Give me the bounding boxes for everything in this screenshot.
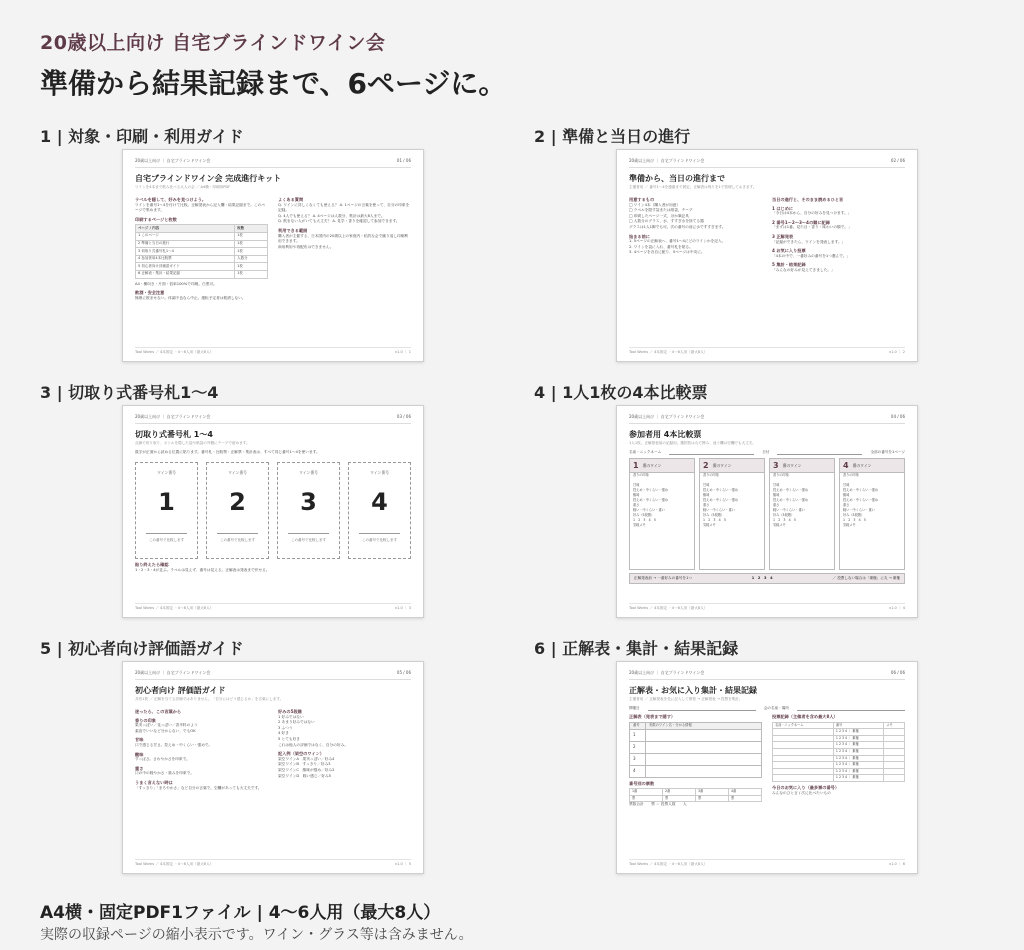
page-4-thumbnail <box>616 405 918 618</box>
row-options: 控えめ・中くらい・強め <box>633 498 669 502</box>
row-label: 重さ <box>773 503 780 507</box>
page-title: 準備から、当日の進行まで <box>629 174 725 183</box>
page-brand: 20歳以上向け ｜ 自宅ブラインドワイン会 <box>135 414 211 419</box>
scale-item: 4 好き <box>278 731 289 736</box>
term-heading: 酸味 <box>135 751 144 757</box>
wine-number: 1 <box>633 461 639 470</box>
row-label: 気軽メモ <box>703 523 716 527</box>
page-subtitle: 点線で切り取り、ボトルを隠した袋や紙袋の外側にテープで留めます。 <box>135 441 250 445</box>
wine-label: 番のワイン <box>642 462 662 468</box>
table-header: 名前・ニックネーム <box>773 722 834 729</box>
page-subtitle: ワインを4本まで飲み比べる大人の会 ／ A4横・印刷用PDF <box>135 185 231 189</box>
paragraph: ワインを番号1〜4を付けて比較。正解発表から記入欄・結果記録まで。このページで集めます。 <box>135 202 265 213</box>
checklist-item: □ 印刷したページ一式、ほか筆記具 <box>629 213 689 218</box>
page-6-thumbnail <box>616 661 918 874</box>
heading: 今日のお気に入り（最多票の番号） <box>772 784 840 790</box>
term-text: 素直でいいなど分からない、でもOK <box>135 728 196 733</box>
page-brand: 20歳以上向け ｜ 自宅ブラインドワイン会 <box>135 670 211 675</box>
vote-unit: 票 <box>696 795 729 802</box>
page-number: 04 / 06 <box>890 414 905 419</box>
page-number: 02 / 06 <box>890 158 905 163</box>
page-subtitle: 1人1枚。正解発表前の記録用。選択肢は丸で囲み、迷う欄は空欄でも大丈夫。 <box>629 441 756 445</box>
heading: よくある質問 <box>278 197 304 202</box>
row-label: 好み（5段階） <box>703 513 725 517</box>
term-text: 果実っぽい／花っぽい／香辛料のよう <box>135 723 198 728</box>
row-label: 甘味 <box>633 483 640 487</box>
field-label: 開催日 <box>629 706 640 710</box>
page-number: 01 / 06 <box>396 158 411 163</box>
heading: 始まる前に <box>629 233 650 239</box>
heading: ラベルを隠して、好みを見つけよう。 <box>135 197 207 202</box>
term-text: すっぱさ。さわやかさを印象で。 <box>135 757 190 762</box>
paragraph: 1・2・3・4が並ぶ。ラベルは見えず、番号は見える。正解表は発表まで伏せる。 <box>135 567 270 572</box>
paragraph: グラスは1人1脚でも可。次の番号の前に水ですすぎます。 <box>629 224 726 229</box>
row-options: 控えめ・中くらい・強め <box>633 488 669 492</box>
paragraph: みんなのひと言 / 次に比べたいもの <box>772 790 831 795</box>
abstain-note: ／ 投票しない場合は「棄権」に丸 → 棄権 <box>832 576 900 580</box>
term-heading: 香りの印象 <box>135 717 156 723</box>
heading: 飲酒・安全注意 <box>135 290 165 296</box>
example-name: 架空ワインA <box>278 756 299 761</box>
section-4 <box>534 380 954 610</box>
paragraph: これは他人の評価ではなく、自分の好み。 <box>278 742 349 747</box>
table-cell: 2 準備と当日の進行 <box>136 240 235 248</box>
row-label: 気軽メモ <box>633 523 646 527</box>
table-cell: 1枚 <box>235 232 268 240</box>
heading: 好みの5段階 <box>278 709 302 714</box>
table-cell: 1枚 <box>235 240 268 248</box>
field-label: 日付 <box>762 450 770 454</box>
page-footer-right: v1.0 ｜ 6 <box>888 862 905 866</box>
step-heading: 3 正解発表 <box>772 233 794 239</box>
row-options: 控えめ・中くらい・強め <box>773 488 809 492</box>
heading: 迷ったら、この言葉から <box>135 709 182 714</box>
heading: 投票記録（主催者を含め最大8人） <box>772 714 838 719</box>
section-4-caption: 4 | 1人1枚の4本比較票 <box>534 383 708 402</box>
row-label: 重さ <box>703 503 710 507</box>
scale-item: 5 とても好き <box>278 736 300 741</box>
heading: 貼り終えたら確認 <box>135 561 169 567</box>
step-heading: 4 お気に入り投票 <box>772 248 806 254</box>
row-label: 気軽メモ <box>843 523 856 527</box>
table-cell: 5 初心者向け評価語ガイド <box>136 263 235 271</box>
example-note: 軽い感じ／好み5 <box>302 773 332 778</box>
page-headline: 準備から結果記録まで、6ページに。 <box>40 67 507 100</box>
heading: うまく言えない時は <box>135 779 173 785</box>
row-options: 控えめ・中くらい・強め <box>703 488 739 492</box>
example-name: 架空ワインC <box>278 767 299 772</box>
step-heading: 2 番号1〜2〜3〜4の順に記録 <box>772 219 830 225</box>
row-label: 酸味 <box>633 493 640 497</box>
section-2-caption: 2 | 準備と当日の進行 <box>534 127 691 146</box>
step-text: 「まずは1番。見た目・香り・味わいの順で。」 <box>772 225 852 230</box>
card-note: この番号で比較します <box>220 537 255 542</box>
row-options: 軽い・中くらい・重い <box>703 508 735 512</box>
vote-options[interactable]: 1 2 3 4 ｜ 棄権 <box>833 775 883 782</box>
paragraph: Q. 飲まない人がいても大丈夫？ A. 見学・香りを確認して参加できます。 <box>278 219 400 224</box>
page-footer-left: Tool Works ／ 4本固定 ・4〜6人用（最大8人） <box>135 862 214 866</box>
vote-options[interactable]: 1 2 3 4 ｜ 棄権 <box>833 735 883 742</box>
page-3-thumbnail <box>122 405 424 618</box>
table-cell: 1枚 <box>235 248 268 256</box>
section-6-caption: 6 | 正解表・集計・結果記録 <box>534 639 739 658</box>
card-label: ワイン番号 <box>228 469 247 475</box>
field-label: 名前・ニックネーム <box>629 450 662 454</box>
page-number: 03 / 06 <box>396 414 411 419</box>
checklist-item: □ ラベルを隠す袋または紙袋、テープ <box>629 208 693 213</box>
field-label: 全部の番号を1ページ <box>870 450 906 454</box>
scale-item: 2 あまり好みではない <box>278 720 315 725</box>
heading: 番号別の票数 <box>629 780 655 786</box>
row-options: 軽い・中くらい・重い <box>773 508 805 512</box>
page-footer-right: v1.0 ｜ 4 <box>888 606 905 610</box>
row-label: 好み（5段階） <box>773 513 795 517</box>
row-label: 気軽メモ <box>773 523 786 527</box>
answer-table <box>629 722 762 778</box>
term-text: 口の中の軽やかさ・重みを印象で。 <box>135 771 194 776</box>
page-subtitle: 主催者用 ／ 番号1〜4を連番まで固定。正解者は残りを1で管理しておきます。 <box>629 185 757 189</box>
row-label: 酸味 <box>773 493 780 497</box>
page-brand: 20歳以上向け ｜ 自宅ブラインドワイン会 <box>629 670 705 675</box>
row-options: 控えめ・中くらい・強め <box>773 498 809 502</box>
answer-cell[interactable] <box>646 753 762 765</box>
vote-number: 2番 <box>663 789 696 796</box>
page-footer-left: Tool Works ／ 4本固定 ・4〜6人用（最大8人） <box>629 350 708 354</box>
vote-options[interactable]: 1 2 3 4 ｜ 棄権 <box>833 748 883 755</box>
eyebrow-text: 20歳以上向け 自宅ブラインドワイン会 <box>40 32 386 54</box>
paragraph: 1. 5ページの正解表へ、番号1〜4にどのワインかを記入。 <box>629 239 726 244</box>
table-cell: 1 このページ <box>136 232 235 240</box>
checklist-item: □ ワイン4本（購入者が用意） <box>629 202 681 207</box>
section-3-caption: 3 | 切取り式番号札1〜4 <box>40 383 219 402</box>
page-2-thumbnail <box>616 149 918 362</box>
card-note: この番号で比較します <box>362 537 397 542</box>
wine-number: 2 <box>703 461 709 470</box>
page-number: 05 / 06 <box>396 670 411 675</box>
table-cell: ページ / 内容 <box>136 225 235 233</box>
page-brand: 20歳以上向け ｜ 自宅ブラインドワイン会 <box>135 158 211 163</box>
page-title: 自宅ブラインドワイン会 完成進行キット <box>135 174 282 183</box>
heading: 記入例（架空のワイン） <box>278 751 324 757</box>
row-label: 好み（5段階） <box>633 513 655 517</box>
intro-text: 数字が正面から読める位置に貼ります。番号札・比較票・正解票・集計表は、すべて同じ番号1〜4を使います。 <box>135 450 320 454</box>
wine-column-4 <box>839 458 905 570</box>
step-text: 「今日は4本から、自分の好みを見つけます。」 <box>772 211 852 216</box>
section-6 <box>534 636 954 866</box>
wine-column-3 <box>769 458 835 570</box>
term-text: 口で感じる甘さ。控えめ・中くらい・強めで。 <box>135 742 213 747</box>
date-field[interactable] <box>777 450 862 455</box>
vote-count-table <box>629 788 762 802</box>
vote-label: 正解発表前 → 一番好みの番号を1つ <box>634 576 692 580</box>
table-cell: 4 参加者用4本比較票 <box>136 255 235 263</box>
scale-item: 3 ふつう <box>278 725 293 730</box>
wine-label: 番のワイン <box>852 462 872 468</box>
row-options: 控えめ・中くらい・強め <box>703 498 739 502</box>
vote-unit: 票 <box>729 795 762 802</box>
row-options: 軽い・中くらい・重い <box>633 508 665 512</box>
example-row <box>278 774 411 780</box>
answer-cell[interactable] <box>646 741 762 753</box>
row-label: 香りの印象 <box>703 473 719 477</box>
page-footer-right: v1.0 ｜ 5 <box>394 862 411 866</box>
page-footer-right: v1.0 ｜ 1 <box>394 350 411 354</box>
paragraph: Q. ワインに詳しくなくても使える？ A. 1ページの言葉を使って、自分の印象を記録。 <box>278 202 410 213</box>
row-options: 控えめ・中くらい・強め <box>843 488 879 492</box>
vote-options[interactable]: 1 2 3 4 ｜ 棄権 <box>833 768 883 775</box>
table-header: メモ <box>884 722 905 729</box>
page-subtitle: 主催者用 ／ 正解発表を先に記入して保管 → 正解発表 → 投票を集計。 <box>629 697 743 701</box>
format-summary: A4横・固定PDF1ファイル | 4〜6人用（最大8人） <box>40 903 441 923</box>
table-cell: 枚数 <box>235 225 268 233</box>
table-header: 実際のワイン名・分かる情報 <box>646 722 762 729</box>
card-label: ワイン番号 <box>299 469 318 475</box>
vote-unit: 票 <box>663 795 696 802</box>
page-footer-left: Tool Works ／ 4本固定 ・4〜6人用（最大8人） <box>135 606 214 610</box>
heading: 利用できる範囲 <box>278 227 308 233</box>
page-footer-right: v1.0 ｜ 2 <box>888 350 905 354</box>
wine-column-2 <box>699 458 765 570</box>
step-text: 「4本の中で、一番好みの番号を1つ選んで。」 <box>772 253 851 258</box>
vote-options[interactable]: 1 2 3 4 ｜ 棄権 <box>833 742 883 749</box>
answer-number: 3 <box>630 753 646 765</box>
table-cell: 3 切取り式番号札1〜4 <box>136 248 235 256</box>
wine-label: 番のワイン <box>782 462 802 468</box>
row-options: 1 2 3 4 5 <box>703 518 726 522</box>
scale-item: 1 好みではない <box>278 714 304 719</box>
card-number: 3 <box>300 487 317 516</box>
step-heading: 1 はじめに <box>772 205 794 211</box>
page-1-thumbnail <box>122 149 424 362</box>
answer-number: 4 <box>630 765 646 777</box>
row-options: 軽い・中くらい・重い <box>843 508 875 512</box>
wine-number: 4 <box>843 461 849 470</box>
step-text: 「記録ができたら、ワインを発表します。」 <box>772 239 846 244</box>
table-cell: 1枚 <box>235 263 268 271</box>
card-label: ワイン番号 <box>370 469 389 475</box>
section-2 <box>534 124 954 354</box>
paragraph: A4・横向き・片面・倍率100%で印刷。白黒可。 <box>135 281 217 286</box>
table-cell: 人数分 <box>235 255 268 263</box>
row-label: 好み（5段階） <box>843 513 865 517</box>
number-card-3 <box>277 462 340 559</box>
example-note: 果実っぽい／好み4 <box>302 756 335 761</box>
number-card-2 <box>206 462 269 559</box>
print-table <box>135 224 268 278</box>
table-header: 番号 <box>833 722 883 729</box>
row-options: 1 2 3 4 5 <box>773 518 796 522</box>
vote-number: 1番 <box>630 789 663 796</box>
paragraph: 商用利用や再配布はできません。 <box>278 244 334 249</box>
page-footer-left: Tool Works ／ 4本固定 ・4〜6人用（最大8人） <box>629 862 708 866</box>
example-note: すっきり／好み3 <box>302 762 331 767</box>
row-options: 1 2 3 4 5 <box>843 518 866 522</box>
answer-number: 2 <box>630 741 646 753</box>
page-5-thumbnail <box>122 661 424 874</box>
row-label: 重さ <box>633 503 640 507</box>
card-number: 2 <box>229 487 246 516</box>
answer-number: 1 <box>630 729 646 741</box>
row-options: 1 2 3 4 5 <box>633 518 656 522</box>
vote-options[interactable]: 1 2 3 4 ｜ 棄権 <box>833 729 883 736</box>
heading: 印刷するページと枚数 <box>135 216 177 222</box>
favorite-vote-strip <box>629 573 905 584</box>
row-label: 甘味 <box>843 483 850 487</box>
wine-number: 3 <box>773 461 779 470</box>
name-field[interactable] <box>669 450 754 455</box>
wine-label: 番のワイン <box>712 462 732 468</box>
heading: 正解表（発表まで隠す） <box>629 714 676 719</box>
page-footer-right: v1.0 ｜ 3 <box>394 606 411 610</box>
paragraph: 2. ワインを袋に入れ、番号札を貼る。 <box>629 244 693 249</box>
vote-unit: 票 <box>630 795 663 802</box>
term-heading: 重さ <box>135 765 144 771</box>
vote-record-table <box>772 722 905 782</box>
row-label: 香りの印象 <box>843 473 859 477</box>
table-cell: 6 正解表・集計・結果記録 <box>136 270 235 278</box>
card-note: この番号で比較します <box>291 537 326 542</box>
page-title: 正解表・お気に入り集計・結果記録 <box>629 686 757 695</box>
table-cell: 1枚 <box>235 270 268 278</box>
page-brand: 20歳以上向け ｜ 自宅ブラインドワイン会 <box>629 158 705 163</box>
paragraph: 票数合計 票 ＝ 投票人数 人 <box>629 802 687 807</box>
heading: 用意するもの <box>629 197 655 202</box>
section-1-caption: 1 | 対象・印刷・利用ガイド <box>40 127 244 146</box>
vote-options[interactable]: 1 2 3 4 ｜ 棄権 <box>833 762 883 769</box>
card-note: この番号で比較します <box>149 537 184 542</box>
paragraph: Q. 4人でも使える？ A. 4ページは人数分、集計は最大8人まで。 <box>278 213 385 218</box>
page-number: 06 / 06 <box>890 670 905 675</box>
row-label: 香りの印象 <box>773 473 789 477</box>
step-text: 「みんなの好みが見えてきました。」 <box>772 267 835 272</box>
card-label: ワイン番号 <box>157 469 176 475</box>
paragraph: 無理に飲ませない。体調不良なら中止。運転予定者は飲酒しない。 <box>135 295 246 300</box>
vote-options[interactable]: 1 2 3 4 ｜ 棄権 <box>833 755 883 762</box>
field-label: 会の名前・場所 <box>763 706 789 710</box>
heading: 当日の進行と、そのまま読めるひと言 <box>772 197 844 202</box>
page-title: 切取り式番号札 1〜4 <box>135 430 213 439</box>
example-name: 架空ワインB <box>278 762 299 767</box>
section-1 <box>40 124 460 354</box>
page-subtitle: 共有1枚 ／ 正解を当てる評価ではありません。「自分にはどう感じるか」を言葉にします。 <box>135 697 284 701</box>
number-card-1 <box>135 462 198 559</box>
step-heading: 5 集計・結果記録 <box>772 262 806 268</box>
row-label: 甘味 <box>703 483 710 487</box>
term-heading: 甘味 <box>135 737 144 743</box>
paragraph: 「すっきり」「まろやかさ」など自分の言葉で。空欄があっても大丈夫です。 <box>135 785 262 790</box>
vote-number: 4番 <box>729 789 762 796</box>
disclaimer-text: 実際の収録ページの縮小表示です。ワイン・グラス等は含みません。 <box>40 927 473 943</box>
number-card-4 <box>348 462 411 559</box>
paragraph: 3. 4ページを各自に配り、5ページは中央に。 <box>629 250 705 255</box>
table-header: 番号 <box>630 722 646 729</box>
row-label: 酸味 <box>703 493 710 497</box>
example-name: 架空ワインD <box>278 773 300 778</box>
checklist-item: □ 人数分のグラス、水、すすぎ水を捨てる器 <box>629 219 704 224</box>
answer-cell[interactable] <box>646 765 762 777</box>
wine-column-1 <box>629 458 695 570</box>
page-footer-left: Tool Works ／ 4本固定 ・4〜6人用（最大8人） <box>135 350 214 354</box>
page-title: 初心者向け 評価語ガイド <box>135 686 226 695</box>
vote-number: 3番 <box>696 789 729 796</box>
card-number: 1 <box>158 487 175 516</box>
row-label: 重さ <box>843 503 850 507</box>
page-footer-left: Tool Works ／ 4本固定 ・4〜6人用（最大8人） <box>629 606 708 610</box>
vote-options[interactable]: 1 2 3 4 <box>751 576 773 580</box>
section-5-caption: 5 | 初心者向け評価語ガイド <box>40 639 244 658</box>
answer-cell[interactable] <box>646 729 762 741</box>
row-options: 控えめ・中くらい・強め <box>843 498 879 502</box>
row-label: 甘味 <box>773 483 780 487</box>
row-label: 香りの印象 <box>633 473 649 477</box>
section-5 <box>40 636 460 866</box>
card-number: 4 <box>371 487 388 516</box>
row-label: 酸味 <box>843 493 850 497</box>
page-brand: 20歳以上向け ｜ 自宅ブラインドワイン会 <box>629 414 705 419</box>
section-3 <box>40 380 460 610</box>
paragraph: 購入者が主催する、日本国内の20歳以上の家庭内・私的な会で繰り返し印刷利用できます。 <box>278 233 409 244</box>
example-note: 酸味が強め／好み2 <box>302 767 335 772</box>
page-title: 参加者用 4本比較票 <box>629 430 702 439</box>
